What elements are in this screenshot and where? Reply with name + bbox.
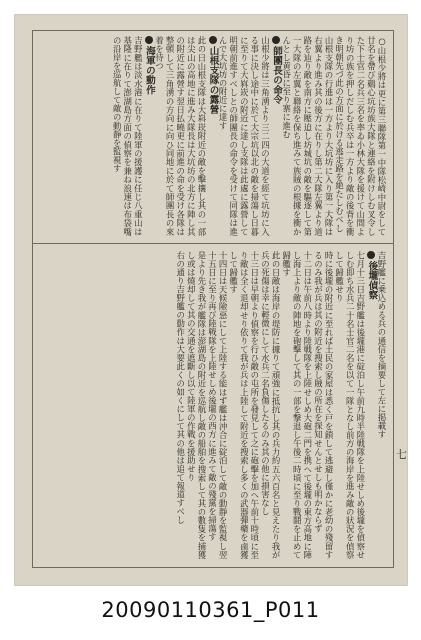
bullet-icon (367, 251, 375, 259)
section-heading: 山根支隊の露營 (207, 36, 218, 236)
text-column: 此の日敵は海岸の堤防に據りて頑強に抵抗し其の兵力約五六百名と見えたり我が兵の死傷は幸に輕微にして水兵二名負傷したるのみ其の他に損害なし (260, 251, 282, 559)
text-column: 七月十三日吉野艦は後壠港に碇泊し午前九時半陸戦隊を上陸せしめ後壠を偵察せしむ即ち水兵二十名士官二名を以て一隊となし前方の海岸を進み敵の狀況を偵察して歸艦せり (334, 251, 366, 559)
text-column: 吉野艦は淡水港に在りて陸軍の援護に任じ八重山は基隆に在りて澎湖島方面の偵察を兼ね浪速は布袋嘴の沿岸を巡航して敵の動靜を監視す (112, 36, 144, 236)
bullet-icon (272, 36, 280, 44)
text-column: 此の日山根支隊は大嵙崁附近の敵を擊攘し其の一部は尖山の高地に進み大隊長は大坑坊の北方に陣し其の附近に露營す翌日払曉更に前進の命を受け各隊は整頓して三角湧の方向に向ひ同地に於て師團長の來着を待つ (154, 36, 207, 236)
text-column: 山根支隊の行進は一方より大坑坊に入り第一大隊は右翼より進み其の後方に在りし第二大隊左翼より道路を辿り敵を南方に壓迫し坊城坑の敵を驅逐して第一大隊の左翼と聯絡を保ち進みて族賊の根據を衝かんとし黄昏に至り寨に進む (281, 36, 335, 236)
section-heading: 海軍の動作 (143, 36, 154, 236)
bullet-icon (145, 36, 153, 44)
page-frame (32, 30, 394, 568)
text-column: 十三日は早朝より偵察を行ひ敵の屯所を發見して之に砲擊を加へ午前十時頃に至り敵は全く退却せり依りて我が兵は上陸して附近を搜索し多くの武器彈藥を鹵獲して歸艦す (228, 251, 260, 559)
text-column: ○山根少將は更に第三聯隊第一中隊松崎中尉をして廿名を帶び鷄心坑坊族大隊と連絡を附けしむ叉令した下士官二名兵三名を率ゐ小林大隊を援けて山間より坊の族を押しだしむ兵卒は一方より敵の後背を衝き明朝先づ此の方面に於ける逃走路を絶たしむべし (334, 36, 387, 236)
image-caption: 20090110361_P011 (101, 598, 320, 622)
text-column: 山根少將は三角湧より三二四の大道を經て坑坊に入る事に決し途中に於て大宗坑以北の敵を掃蕩し日暮に至りて大嵙崁の附近に達し支隊は此處に露營して明朝前進すべしとの師團長の命令を受けて同隊は進んで大坑坊の附近に達す (218, 36, 271, 236)
section-divider (33, 243, 393, 244)
bullet-icon (209, 36, 217, 44)
text-column: 是より先き我が艦隊は澎湖島の附近を巡航し敵の船舶を搜索して其の數隻を捕獲し或は燒却して其の交通を遮斷し以て陸軍の作戰を援助せり (186, 251, 207, 559)
top-text-section (41, 36, 387, 236)
text-column: 十四日は天候險惡にして上陸する能はず艦は沖合に碇泊して敵の動靜を監視し翌十五日に至り再び陸戦隊を上陸せしめ後壠の西方に進みて敵の殘黨を掃蕩す (207, 251, 229, 559)
bottom-text-section (41, 251, 387, 559)
section-heading: 師團長の命令 (270, 36, 281, 236)
text-column: 時に後壠の附近に至れば土民の家屋は悉く戸を鎖して逃避し僅かに老幼の殘留するのみ我が兵は其の附近を搜索し賊の所在を探知せんとせしも明かならず (313, 251, 335, 559)
text-column: 十二日は午前八時より陸戦隊を上陸せしめ大砲二門を携へて後壠の東方高地に陣し海上より敵の陣地を砲擊して其の一部を撃退し午後二時頃に至り戰鬪を止めて歸艦す (281, 251, 313, 559)
intro-column: 吉野艦に乗込める兵の通信を摘要して左に掲載す (377, 251, 387, 439)
text-column: 右の通り吉野艦の動作は大要此くの如くにして其の他は追て報道すべし (175, 251, 186, 525)
section-heading: 後壠偵察 (366, 251, 377, 559)
page-number: 七 (396, 448, 407, 461)
scanned-page (14, 14, 408, 586)
